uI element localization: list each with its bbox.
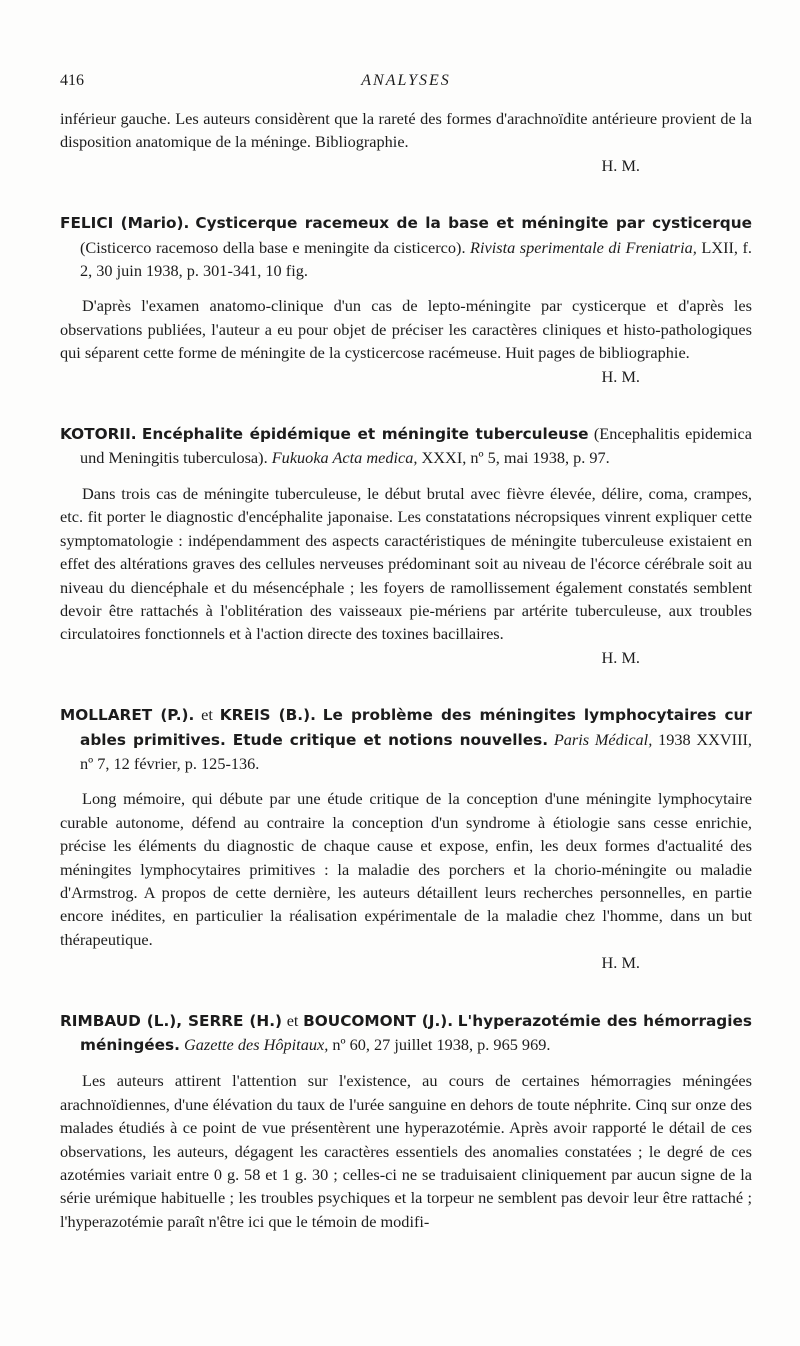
abstract-body: Dans trois cas de méningite tuberculeuse, le début brutal avec fièvre élevée, délire, coma, crampes, etc. fit porter le diagnostic d'encéphalite japonaise. Les constatations nécropsiques vinrent expliquer cette symptomatologie : indépendamment des aspects caractéristiques de méningite tuberculeuse existaient en effet des altérations graves des cellules nerveuses prédominant soit au niveau de l'écorce cérébrale soit au niveau du diencéphale et du mésencéphale ; les foyers de ramollissement également constatés semblent devoir être rattachés à l'oblitération des vaisseaux pie-mériens par artérite tuberculeuse, aux troubles circulatoires fonctionnels et à l'action directe des toxines bacillaires. [60, 483, 752, 644]
entry-felici [60, 211, 752, 388]
reference-heading [60, 1009, 752, 1058]
abstract-signature: H. M. [601, 647, 640, 667]
author-conjunction: et [286, 1010, 299, 1030]
journal-name: Gazette des Hôpitaux, [184, 1035, 329, 1054]
abstract-body: Long mémoire, qui débute par une étude critique de la conception d'une méningite lymphocytaire curable autonome, défend au contraire la conception d'un syndrome à étiologie sans cesse enrichie, précise les éléments du diagnostic de chaque cause et expose, enfin, les deux formes d'actualité des méningites lymphocytaires primitives : la maladie des porchers et la chorio-méningite ou maladie d'Armstrog. A propos de cette dernière, les auteurs détaillent leurs recherches personnelles, en partie encore inédites, en particulier la réalisation expérimentale de la maladie chez l'homme, dans un but thérapeutique. [60, 789, 752, 949]
reference-details: XXXI, nº 5, mai 1938, p. 97. [421, 448, 610, 468]
abstract-signature: H. M. [601, 953, 640, 973]
page-content [60, 107, 752, 1233]
journal-name: Paris Médical, [553, 729, 653, 749]
author-name: KOTORII. [60, 425, 137, 444]
original-title: (Cisticerco racemoso della base e meningite da cisticerco). [80, 237, 466, 257]
journal-name: Fukuoka Acta medica, [271, 448, 418, 468]
article-title: L'hyperazotémie des hémorragies méningées. [80, 1011, 752, 1054]
author-conjunction: et [201, 705, 213, 725]
abstract-body: D'après l'examen anatomo-clinique d'un cas de lepto-méningite par cysticerque et d'après les observations publiées, l'auteur a eu pour objet de préciser les caractères cliniques et histo-pathologiques qui séparent cette forme de méningite de la cysticercose racémeuse. Huit pages de bibliographie. [60, 296, 752, 363]
reference-heading [60, 422, 752, 470]
page-number: 416 [60, 72, 84, 89]
second-author-name: KREIS (B.). [219, 706, 316, 725]
reference-heading [60, 703, 752, 775]
reference-heading [60, 211, 752, 282]
entry-mollaret-kreis [60, 703, 752, 974]
original-title: (Encephalitis epidemica und Meningitis tuberculosa). [80, 424, 752, 468]
entry-kotorii [60, 422, 752, 669]
reference-details: 1938 XXVIII, nº 7, 12 février, p. 125-136. [80, 729, 753, 773]
author-name: FELICI (Mario). [60, 214, 190, 233]
reference-details: LXII, f. 2, 30 juin 1938, p. 301-341, 10 fig. [80, 237, 752, 281]
running-header [60, 72, 752, 94]
article-title: Encéphalite épidémique et méningite tuberculeuse [141, 425, 589, 444]
article-title: Cysticerque racemeux de la base et méningite par cysticerque [195, 214, 752, 233]
author-name: MOLLARET (P.). [60, 706, 195, 725]
article-title: Le problème des méningites lymphocytaires cur ables primitives. Etude critique et notions nouvelles. [80, 706, 752, 749]
carryover-signature: H. M. [601, 155, 640, 175]
running-title: ANALYSES [361, 72, 451, 89]
reference-details: nº 60, 27 juillet 1938, p. 965 969. [332, 1035, 551, 1054]
journal-name: Rivista sperimentale di Freniatria, [470, 237, 697, 257]
abstract-signature: H. M. [601, 366, 640, 386]
carryover-paragraph: inférieur gauche. Les auteurs considèrent que la rareté des formes d'arachnoïdite antérieure provient de la disposition anatomique de la méninge. Bibliographie. [60, 109, 752, 152]
abstract-body: Les auteurs attirent l'attention sur l'existence, au cours de certaines hémorragies méningées arachnoïdiennes, d'une élévation du taux de l'urée sanguine en dehors de toute néphrite. Cinq sur onze des malades étudiés à ce point de vue présentèrent une hyperazotémie. Après avoir rapporté le détail de ces observations, les auteurs, dégagent les caractères essentiels des anomalies constatées ; le degré de ces azotémies variait entre 0 g. 58 et 1 g. 30 ; celles-ci ne se traduisaient cliniquement par aucun signe de la série urémique habituelle ; les troubles psychiques et la torpeur ne semblent pas devoir leur être rattaché ; l'hyperazotémie paraît n'être ici que le témoin de modifi- [60, 1071, 752, 1231]
author-name: RIMBAUD (L.), SERRE (H.) [60, 1011, 283, 1030]
entry-rimbaud-serre-boucomont [60, 1009, 752, 1234]
second-author-name: BOUCOMONT (J.). [303, 1011, 454, 1030]
